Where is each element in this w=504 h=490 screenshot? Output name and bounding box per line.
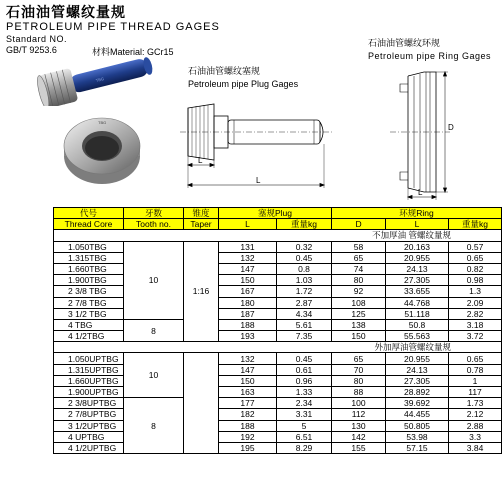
cell-rl: 53.98 [386,431,449,442]
table-row [54,353,502,364]
col-thread-code-cn: 代号 [54,208,124,219]
cell-rl: 20.955 [386,353,449,364]
plug-gage-label-cn: 石油油管螺纹塞规 [188,66,261,76]
cell-thread-code: 4 1/2UPTBG [54,442,124,453]
table-row [54,442,502,453]
cell-thread-code: 2 3/8 TBG [54,286,124,297]
table-row [54,286,502,297]
gage-spec-table [53,207,502,454]
cell-thread-code: 1.900TBG [54,275,124,286]
cell-rl: 57.15 [386,442,449,453]
table-row [54,420,502,431]
ring-gage-label-en: Petroleum pipe Ring Gages [368,51,492,61]
cell-rl: 24.13 [386,364,449,375]
plug-gage-photo [36,56,158,106]
cell-thread-code: 1.050UPTBG [54,353,124,364]
ring-gage-drawing [370,62,466,202]
cell-rw: 2.09 [449,297,502,308]
col-ring-weight: 重量kg [449,219,502,230]
cell-rl: 27.305 [386,375,449,386]
cell-pl: 150 [219,275,277,286]
cell-pw: 4.34 [277,308,332,319]
cell-rl: 24.13 [386,263,449,274]
cell-rl: 39.692 [386,398,449,409]
table-header-row-1 [54,208,502,219]
cell-taper [184,353,219,454]
cell-pw: 8.29 [277,442,332,453]
cell-d: 100 [332,398,386,409]
cell-pl: 147 [219,263,277,274]
cell-pl: 150 [219,375,277,386]
cell-pw: 5 [277,420,332,431]
col-ring-l: L [386,219,449,230]
cell-pl: 195 [219,442,277,453]
cell-thread-code: 1.050TBG [54,241,124,252]
cell-pl: 131 [219,241,277,252]
cell-thread-code: 1.315UPTBG [54,364,124,375]
col-tooth-no: Tooth no. [124,219,184,230]
table-row [54,331,502,342]
cell-rw: 3.18 [449,319,502,330]
ring-dim-l: L [418,188,423,197]
cell-rl: 55.563 [386,331,449,342]
cell-rl: 44.768 [386,297,449,308]
col-plug-l: L [219,219,277,230]
cell-rl: 20.955 [386,252,449,263]
cell-rw: 3.72 [449,331,502,342]
cell-rl: 28.892 [386,387,449,398]
cell-d: 65 [332,252,386,263]
col-plug-weight: 重量kg [277,219,332,230]
cell-pw: 2.87 [277,297,332,308]
cell-rl: 51.118 [386,308,449,319]
cell-rw: 0.78 [449,364,502,375]
cell-pw: 0.32 [277,241,332,252]
cell-pl: 182 [219,409,277,420]
table-group-title-row [54,230,502,241]
group-title: 不加厚油 管螺纹量规 [54,230,502,241]
cell-d: 70 [332,364,386,375]
table-row [54,263,502,274]
table-row [54,252,502,263]
cell-rw: 3.84 [449,442,502,453]
table-row [54,275,502,286]
cell-pw: 0.8 [277,263,332,274]
cell-pw: 0.45 [277,353,332,364]
cell-tooth-no: 8 [124,319,184,341]
cell-pw: 6.51 [277,431,332,442]
cell-pw: 2.34 [277,398,332,409]
cell-rw: 2.12 [449,409,502,420]
table-row [54,297,502,308]
table-row [54,241,502,252]
cell-d: 58 [332,241,386,252]
page-title-cn: 石油油管螺纹量规 [6,4,126,20]
ring-dim-d: D [448,123,454,132]
cell-rl: 50.8 [386,319,449,330]
cell-rw: 2.88 [449,420,502,431]
col-thread-core: Thread Core [54,219,124,230]
col-ring-group: 环规Ring [332,208,502,219]
cell-rw: 1.3 [449,286,502,297]
col-plug-group: 塞规Plug [219,208,332,219]
cell-pl: 193 [219,331,277,342]
cell-d: 80 [332,275,386,286]
cell-pw: 5.61 [277,319,332,330]
cell-d: 150 [332,331,386,342]
cell-rl: 27.305 [386,275,449,286]
ring-gage-label-cn: 石油油管螺纹环规 [368,38,441,48]
cell-d: 142 [332,431,386,442]
cell-rw: 0.98 [449,275,502,286]
cell-thread-code: 2 7/8 TBG [54,297,124,308]
col-taper-cn: 锥度 [184,208,219,219]
page-title-en: PETROLEUM PIPE THREAD GAGES [6,21,220,33]
cell-rl: 44.455 [386,409,449,420]
table-group-title-row [54,342,502,353]
cell-pl: 192 [219,431,277,442]
table-row [54,398,502,409]
cell-rl: 50.805 [386,420,449,431]
cell-d: 74 [332,263,386,274]
cell-rw: 3.3 [449,431,502,442]
cell-thread-code: 2 3/8UPTBG [54,398,124,409]
cell-d: 130 [332,420,386,431]
cell-rw: 0.65 [449,353,502,364]
plug-dim-l-outer: L [256,176,261,185]
cell-pl: 177 [219,398,277,409]
standard-value: GB/T 9253.6 [6,45,57,55]
cell-d: 88 [332,387,386,398]
cell-thread-code: 2 7/8UPTBG [54,409,124,420]
cell-rw: 117 [449,387,502,398]
cell-rw: 1 [449,375,502,386]
standard-no-label: Standard NO. [6,34,68,44]
cell-d: 125 [332,308,386,319]
table-row [54,409,502,420]
table-row [54,319,502,330]
cell-thread-code: 1.315TBG [54,252,124,263]
cell-thread-code: 4 UPTBG [54,431,124,442]
cell-pl: 132 [219,353,277,364]
table-row [54,364,502,375]
cell-pl: 147 [219,364,277,375]
cell-d: 138 [332,319,386,330]
cell-rw: 0.57 [449,241,502,252]
cell-pw: 0.45 [277,252,332,263]
cell-thread-code: 1.660TBG [54,263,124,274]
cell-thread-code: 1.900UPTBG [54,387,124,398]
ring-gage-photo [58,112,144,188]
cell-taper: 1:16 [184,241,219,342]
cell-pl: 188 [219,420,277,431]
material-label: 材料Material: GCr15 [92,47,174,57]
cell-pw: 1.03 [277,275,332,286]
cell-thread-code: 4 1/2TBG [54,331,124,342]
cell-thread-code: 3 1/2UPTBG [54,420,124,431]
group-title: 外加厚油管螺纹量规 [54,342,502,353]
cell-d: 112 [332,409,386,420]
cell-d: 108 [332,297,386,308]
cell-thread-code: 1.660UPTBG [54,375,124,386]
cell-thread-code: 4 TBG [54,319,124,330]
cell-pl: 132 [219,252,277,263]
plug-gage-label-en: Petroleum pipe Plug Gages [188,79,299,89]
table-row [54,431,502,442]
cell-tooth-no: 8 [124,398,184,454]
cell-rw: 1.73 [449,398,502,409]
cell-pl: 180 [219,297,277,308]
col-ring-d: D [332,219,386,230]
plug-photo-engraving: TBG [95,76,105,83]
cell-d: 92 [332,286,386,297]
cell-pw: 1.72 [277,286,332,297]
cell-tooth-no: 10 [124,241,184,319]
cell-thread-code: 3 1/2 TBG [54,308,124,319]
cell-rl: 20.163 [386,241,449,252]
cell-pw: 1.33 [277,387,332,398]
cell-rl: 33.655 [386,286,449,297]
cell-d: 65 [332,353,386,364]
cell-tooth-no: 10 [124,353,184,398]
table-row [54,375,502,386]
cell-pw: 0.61 [277,364,332,375]
cell-d: 155 [332,442,386,453]
col-taper: Taper [184,219,219,230]
cell-pw: 3.31 [277,409,332,420]
cell-pl: 188 [219,319,277,330]
ring-photo-engraving: TBG [98,120,107,125]
cell-rw: 2.82 [449,308,502,319]
cell-pl: 163 [219,387,277,398]
table-row [54,308,502,319]
cell-pl: 187 [219,308,277,319]
table-row [54,387,502,398]
cell-d: 80 [332,375,386,386]
table-header-row-2 [54,219,502,230]
plug-gage-drawing [176,90,338,198]
col-tooth-no-cn: 牙数 [124,208,184,219]
cell-pl: 167 [219,286,277,297]
cell-rw: 0.82 [449,263,502,274]
cell-pw: 0.96 [277,375,332,386]
plug-dim-l-inner: L [198,156,203,165]
cell-rw: 0.65 [449,252,502,263]
cell-pw: 7.35 [277,331,332,342]
